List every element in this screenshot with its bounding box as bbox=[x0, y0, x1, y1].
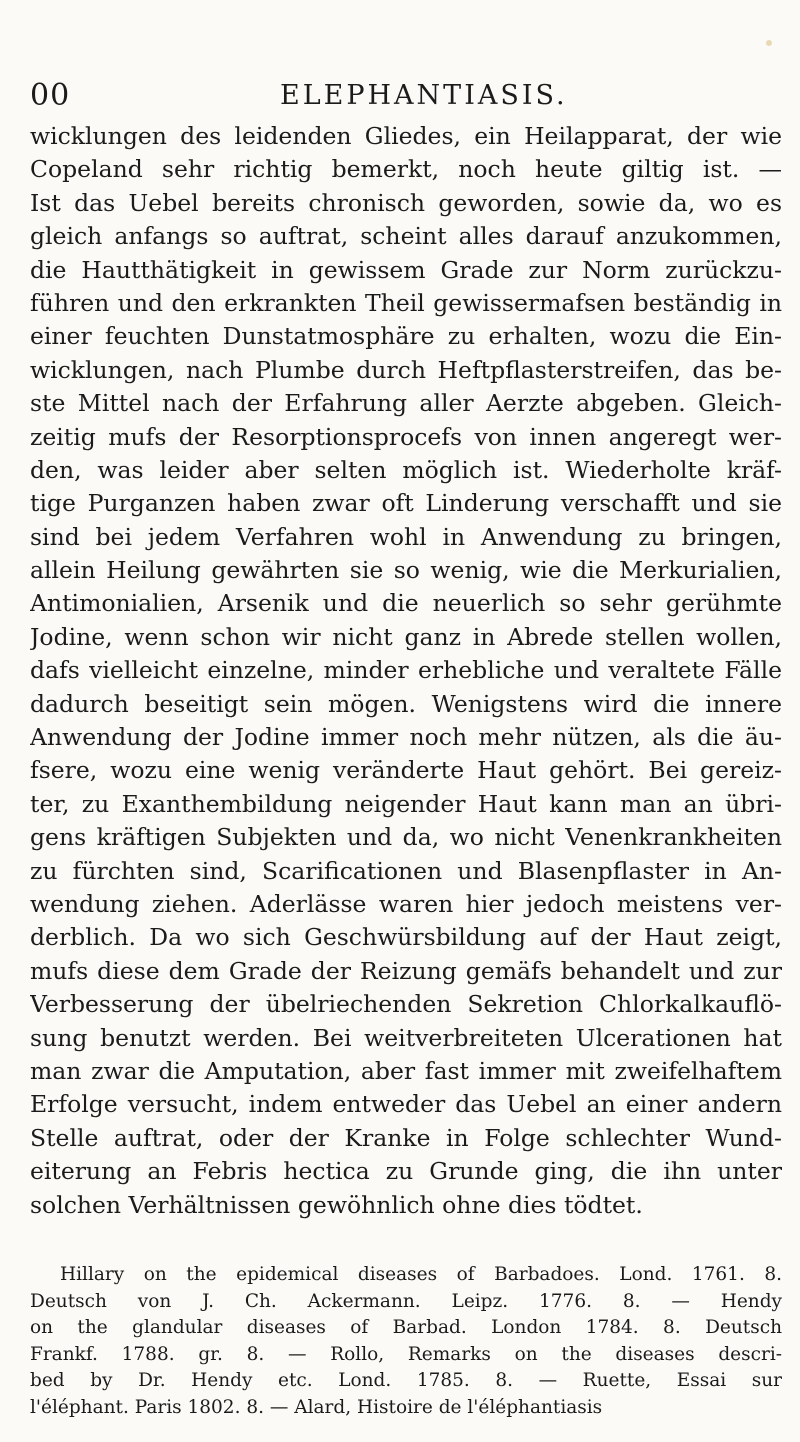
text-line: ste Mittel nach der Erfahrung aller Aerzte abgeben. Gleich- bbox=[30, 389, 782, 418]
text-line: man zwar die Amputation, aber fast immer mit zweifelhaftem bbox=[30, 1056, 782, 1085]
text-line: sung benutzt werden. Bei weitverbreiteten Ulcerationen hat bbox=[30, 1023, 782, 1052]
footnote-line: Frankf. 1788. gr. 8. — Rollo, Remarks on the diseases descri- bbox=[30, 1343, 782, 1365]
text-line: Jodine, wenn schon wir nicht ganz in Abrede stellen wollen, bbox=[30, 622, 782, 651]
text-line: führen und den erkrankten Theil gewissermafsen beständig in bbox=[30, 288, 782, 317]
text-line: mufs diese dem Grade der Reizung gemäfs behandelt und zur bbox=[30, 956, 782, 985]
text-line: allein Heilung gewährten sie so wenig, wie die Merkurialien, bbox=[30, 556, 782, 585]
text-line: gleich anfangs so auftrat, scheint alles darauf anzukommen, bbox=[30, 222, 782, 251]
footnote-line: Deutsch von J. Ch. Ackermann. Leipz. 1776. 8. — Hendy bbox=[30, 1290, 782, 1312]
page-number: 00 bbox=[30, 78, 71, 113]
footnote-line: bed by Dr. Hendy etc. Lond. 1785. 8. — Ruette, Essai sur bbox=[30, 1370, 782, 1391]
text-line: wendung ziehen. Aderlässe waren hier jedoch meistens ver- bbox=[30, 889, 782, 918]
text-line: ter, zu Exanthembildung neigender Haut kann man an übri- bbox=[30, 789, 782, 818]
footnote-line: on the glandular diseases of Barbad. London 1784. 8. Deutsch bbox=[30, 1317, 782, 1338]
text-line: Copeland sehr richtig bemerkt, noch heute giltig ist. — bbox=[30, 155, 782, 184]
text-line: wicklungen, nach Plumbe durch Heftpflasterstreifen, das be- bbox=[30, 355, 782, 384]
text-line: dadurch beseitigt sein mögen. Wenigstens wird die innere bbox=[30, 689, 782, 718]
text-line: Anwendung der Jodine immer noch mehr nützen, als die äu- bbox=[30, 723, 782, 752]
text-line: die Hautthätigkeit in gewissem Grade zur Norm zurückzu- bbox=[30, 255, 782, 284]
footnote-line: Hillary on the epidemical diseases of Barbadoes. Lond. 1761. 8. bbox=[60, 1264, 782, 1285]
text-line: sind bei jedem Verfahren wohl in Anwendung zu bringen, bbox=[30, 522, 782, 551]
body-text bbox=[30, 120, 782, 1222]
text-line: Ist das Uebel bereits chronisch geworden, sowie da, wo es bbox=[30, 188, 782, 217]
text-line: gens kräftigen Subjekten und da, wo nicht Venenkrankheiten bbox=[30, 823, 782, 852]
page-header bbox=[30, 78, 770, 118]
text-line: eiterung an Febris hectica zu Grunde ging, die ihn unter bbox=[30, 1157, 782, 1186]
running-title: ELEPHANTIASIS. bbox=[280, 80, 568, 111]
paper-speck bbox=[766, 40, 772, 46]
text-line: fsere, wozu eine wenig veränderte Haut gehört. Bei gereiz- bbox=[30, 756, 782, 785]
text-line: den, was leider aber selten möglich ist. Wiederholte kräf- bbox=[30, 455, 782, 484]
text-line: Antimonialien, Arsenik und die neuerlich so sehr gerühmte bbox=[30, 589, 782, 618]
text-line: Erfolge versucht, indem entweder das Uebel an einer andern bbox=[30, 1090, 782, 1119]
text-line: Stelle auftrat, oder der Kranke in Folge schlechter Wund- bbox=[30, 1123, 782, 1152]
footnote-line: l'éléphant. Paris 1802. 8. — Alard, Histoire de l'éléphantiasis bbox=[30, 1396, 603, 1418]
text-line: einer feuchten Dunstatmosphäre zu erhalten, wozu die Ein- bbox=[30, 322, 782, 351]
text-line: derblich. Da wo sich Geschwürsbildung auf der Haut zeigt, bbox=[30, 923, 782, 952]
text-line: Verbesserung der übelriechenden Sekretion Chlorkalkauflö- bbox=[30, 990, 782, 1019]
text-line: zu fürchten sind, Scarificationen und Blasenpflaster in An- bbox=[30, 856, 782, 885]
footnotes bbox=[30, 1262, 782, 1421]
text-line: solchen Verhältnissen gewöhnlich ohne dies tödtet. bbox=[30, 1190, 643, 1219]
text-line: zeitig mufs der Resorptionsprocefs von innen angeregt wer- bbox=[30, 422, 782, 451]
text-line: wicklungen des leidenden Gliedes, ein Heilapparat, der wie bbox=[30, 122, 782, 150]
text-line: dafs vielleicht einzelne, minder erhebliche und veraltete Fälle bbox=[30, 656, 782, 685]
text-line: tige Purganzen haben zwar oft Linderung verschafft und sie bbox=[30, 489, 782, 518]
